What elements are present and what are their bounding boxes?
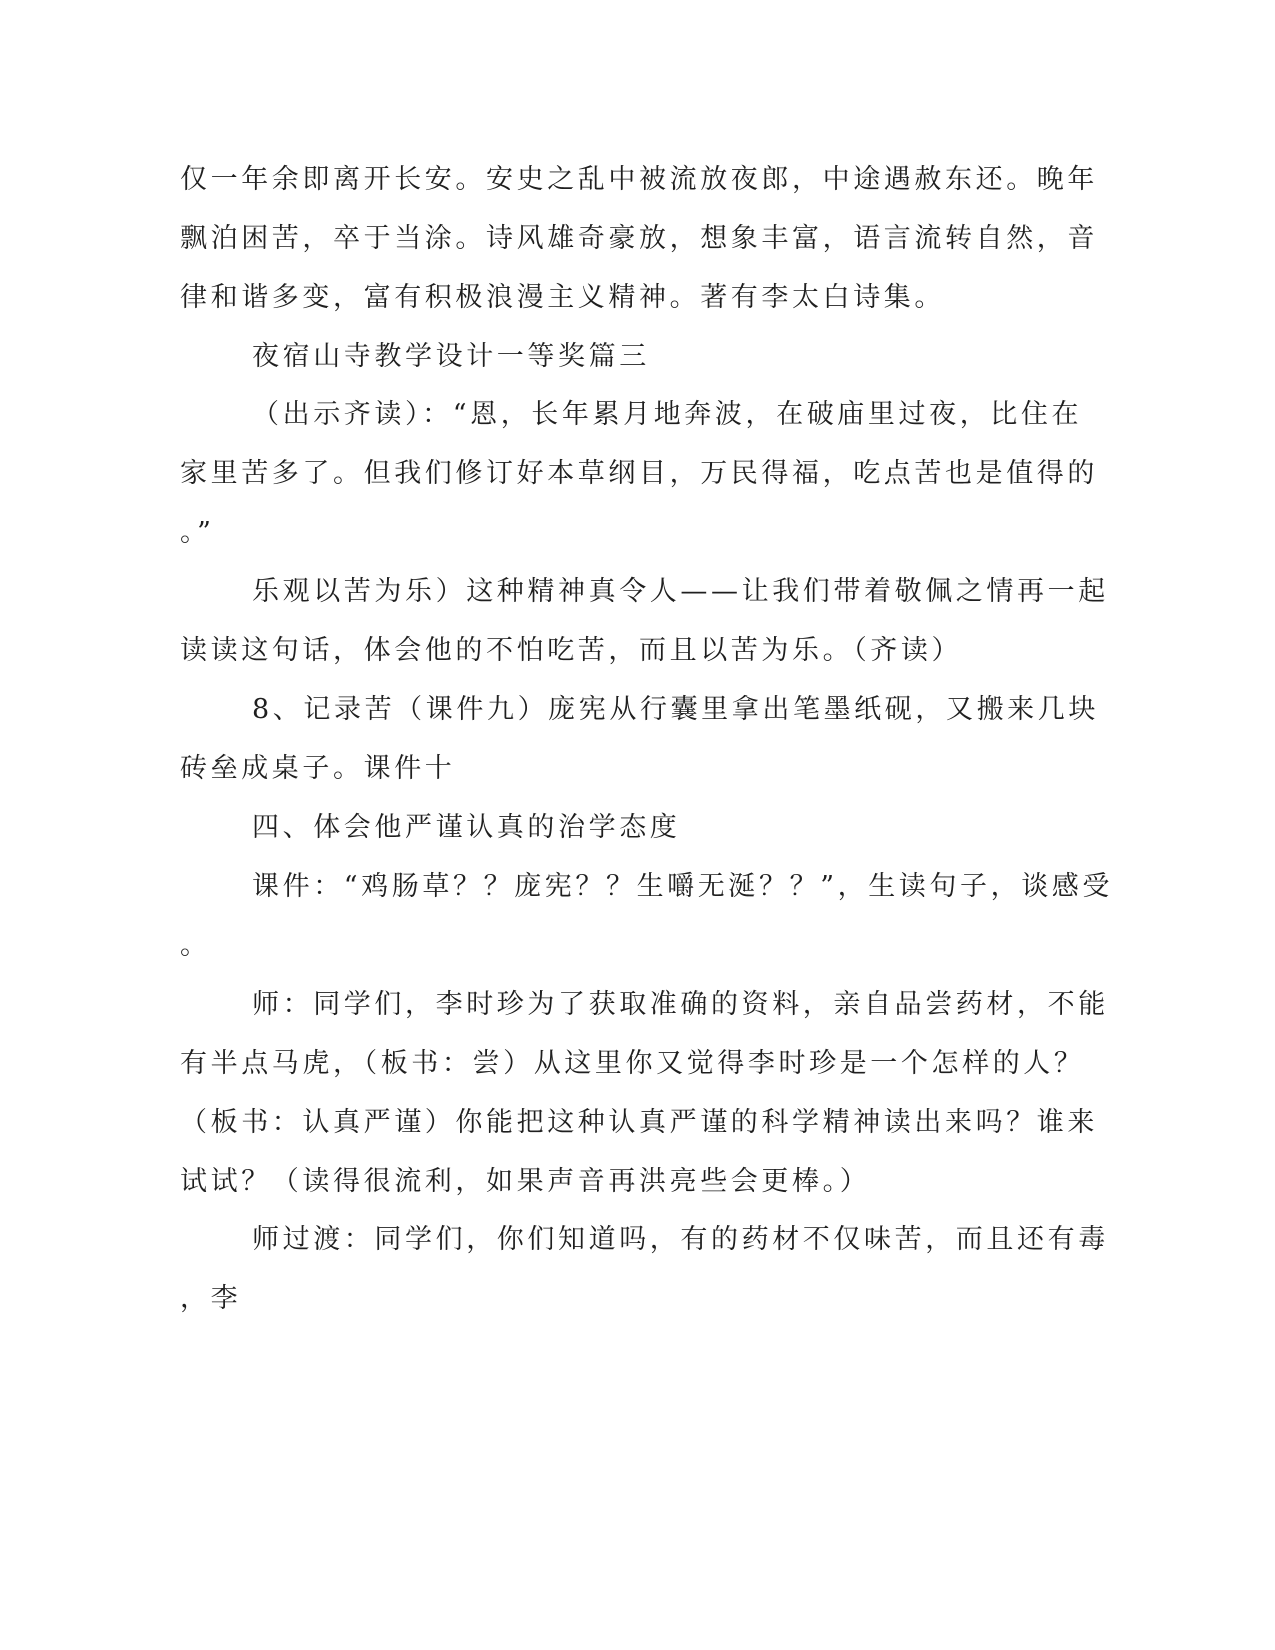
section-heading: 四、体会他严谨认真的治学态度 (252, 812, 681, 843)
text-line: 师过渡：同学们，你们知道吗，有的药材不仅味苦，而且还有毒 (252, 1224, 1109, 1255)
text-line: 。 (180, 930, 211, 961)
text-line: ，李 (180, 1283, 242, 1314)
text-line: 乐观以苦为乐）这种精神真令人——让我们带着敬佩之情再一起 (252, 576, 1109, 607)
text-line: 家里苦多了。但我们修订好本草纲目，万民得福，吃点苦也是值得的 (180, 458, 1098, 489)
section-heading: 夜宿山寺教学设计一等奖篇三 (252, 341, 650, 372)
text-line: 飘泊困苦，卒于当涂。诗风雄奇豪放，想象丰富，语言流转自然，音 (180, 223, 1098, 254)
text-line: 课件：“鸡肠草？？庞宪？？生嚼无涎？？”，生读句子，谈感受 (252, 871, 1114, 902)
text-line: （出示齐读）：“恩，长年累月地奔波，在破庙里过夜，比住在 (252, 399, 1083, 430)
text-line: 仅一年余即离开长安。安史之乱中被流放夜郎，中途遇赦东还。晚年 (180, 164, 1098, 195)
text-line: 8、记录苦（课件九）庞宪从行囊里拿出笔墨纸砚，又搬来几块 (252, 694, 1099, 725)
text-line: 读读这句话，体会他的不怕吃苦，而且以苦为乐。（齐读） (180, 635, 963, 666)
text-line: （板书：认真严谨）你能把这种认真严谨的科学精神读出来吗？谁来 (180, 1107, 1098, 1138)
text-line: 试试？（读得很流利，如果声音再洪亮些会更棒。） (180, 1166, 871, 1197)
text-line: 。” (180, 517, 215, 548)
text-line: 律和谐多变，富有积极浪漫主义精神。著有李太白诗集。 (180, 282, 945, 313)
text-line: 砖垒成桌子。课件十 (180, 753, 456, 784)
text-line: 师：同学们，李时珍为了获取准确的资料，亲自品尝药材，不能 (252, 989, 1109, 1020)
text-line: 有半点马虎，（板书：尝）从这里你又觉得李时珍是一个怎样的人？ (180, 1048, 1085, 1079)
